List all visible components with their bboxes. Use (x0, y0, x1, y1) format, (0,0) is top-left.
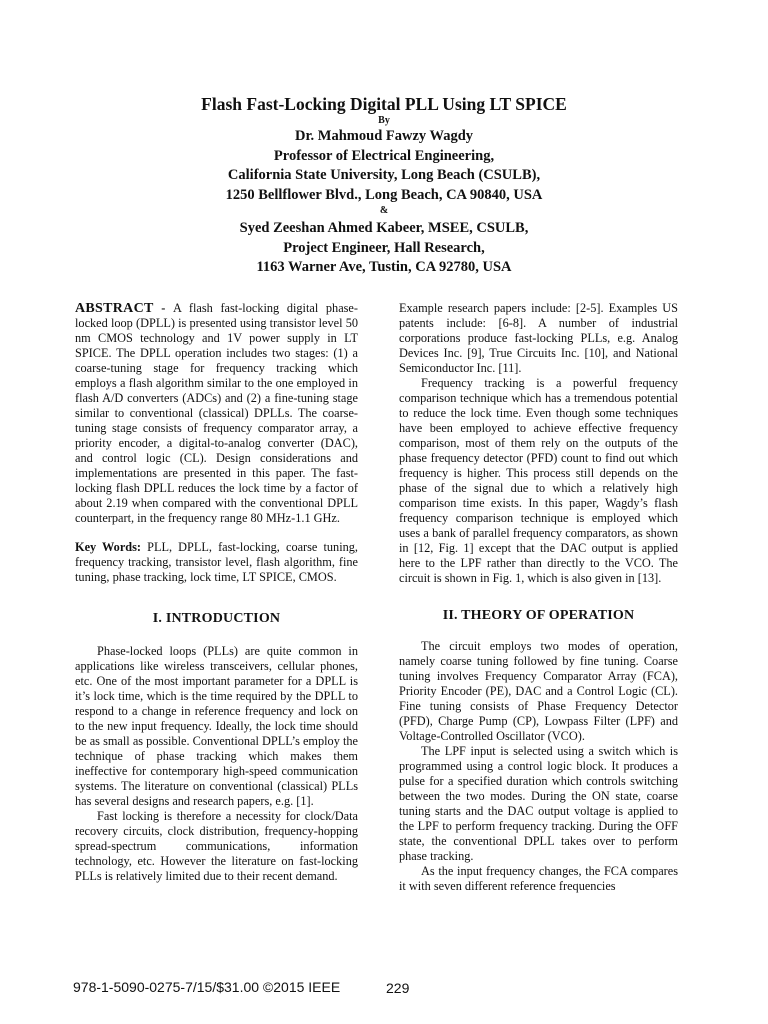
intro-paragraph-1: Phase-locked loops (PLLs) are quite common in applications like wireless transceivers, cellular phones, etc. One of the most important parameter for a DPLL is it’s lock time, which is the time required by the DPLL to respond to a change in reference frequency and lock on to the new input frequency. Ideally, the lock time should be as small as possible. Conventional DPLL’s employ the technique of phase tracking which makes them ineffective for contemporary high-speed communication systems. The literature on conventional (classical) PLLs has several designs and research papers, e.g. [1]. (75, 644, 358, 808)
author2-title: Project Engineer, Hall Research, (283, 239, 485, 256)
copyright-footer: 978-1-5090-0275-7/15/$31.00 ©2015 IEEE (73, 979, 341, 995)
section-heading-theory: II. THEORY OF OPERATION (442, 608, 635, 623)
author1-title: Professor of Electrical Engineering, (273, 147, 495, 164)
author2-name: Syed Zeeshan Ahmed Kabeer, MSEE, CSULB, (239, 220, 529, 236)
abstract (75, 301, 358, 526)
right-paragraph-1: Frequency tracking is a powerful frequency comparison technique which has a tremendous potential to reduce the lock time. Even though some techniques have been employed to achieve effective frequency comparison, most of them rely on the outputs of the phase frequency detector (PFD) count to find out which frequency is higher. This process still depends on the phase of the signal due to which a relatively high comparison time exists. In this paper, Wagdy’s flash frequency comparison technique is employed which uses a bank of parallel frequency comparators, as shown in [12, Fig. 1] except that the DAC output is applied here to the LPF rather than directly to the VCO. The circuit is shown in Fig. 1, which is also given in [13]. (399, 376, 678, 585)
theory-paragraph-1: The circuit employs two modes of operation, namely coarse tuning followed by fine tuning. Coarse tuning involves Frequency Comparator Array (FCA), Priority Encoder (PE), DAC and a Control Logic (CL). Fine tuning consists of Phase Frequency Detector (PFD), Charge Pump (CP), Lowpass Filter (LPF) and Voltage-Controlled Oscillator (VCO). (399, 639, 678, 743)
abstract-heading: ABSTRACT (75, 301, 154, 316)
paper-header (0, 93, 768, 278)
section-heading-introduction: I. INTRODUCTION (152, 611, 281, 626)
author1-address: 1250 Bellflower Blvd., Long Beach, CA 90840, USA (225, 186, 543, 203)
author1-name: Dr. Mahmoud Fawzy Wagdy (294, 128, 474, 144)
theory-paragraph-3: As the input frequency changes, the FCA compares it with seven different reference frequencies (399, 864, 678, 893)
intro-paragraph-2: Fast locking is therefore a necessity for clock/Data recovery circuits, clock distribution, frequency-hopping spread-spectrum communications, information technology, etc. However the literature on fast-locking PLLs is relatively limited due to their recent demand. (75, 809, 358, 883)
keywords-heading: Key Words: (75, 540, 141, 554)
left-column (75, 301, 358, 884)
abstract-dash: - (153, 301, 174, 315)
paper-title: Flash Fast-Locking Digital PLL Using LT SPICE (201, 94, 567, 114)
author2-address: 1163 Warner Ave, Tustin, CA 92780, USA (256, 259, 512, 275)
right-column (399, 301, 678, 894)
theory-paragraph-2: The LPF input is selected using a switch which is programmed using a control logic block. It produces a pulse for a specified duration which controls switching between the two modes. During the ON state, coarse tuning starts and the DAC output voltage is applied to the LPF to perform frequency tracking. During the OFF state, the conventional DPLL takes over to perform phase tracking. (399, 744, 678, 863)
keywords (75, 540, 358, 585)
page-number: 229 (386, 980, 410, 996)
abstract-text: A flash fast-locking digital phase-locked loop (DPLL) is presented using transistor level 50 nm CMOS technology and 1V power supply in LT SPICE. The DPLL operation includes two stages: (1) a coarse-tuning stage for frequency tracking which employs a flash algorithm similar to the one employed in flash A/D converters (ADCs) and (2) a fine-tuning stage similar to conventional (classical) DPLLs. The coarse-tuning stage consists of frequency comparator array, a priority encoder, a digital-to-analog converter (DAC), and control logic (CL). Design considerations and implementations are presented in this paper. The fast-locking flash DPLL reduces the lock time by a factor of about 2.19 when compared with the conventional DPLL counterpart, in the frequency range 80 MHz-1.1 GHz. (75, 301, 358, 525)
author-separator: & (379, 205, 389, 216)
by-line: By (378, 115, 390, 126)
keywords-text: PLL, DPLL, fast-locking, coarse tuning, frequency tracking, transistor level, flash algorithm, fine tuning, phase tracking, lock time, LT SPICE, CMOS. (75, 540, 358, 584)
right-paragraph-0: Example research papers include: [2-5]. Examples US patents include: [6-8]. A number of industrial corporations produce fast-locking PLLs, e.g. Analog Devices Inc. [9], True Circuits Inc. [10], and National Semiconductor Inc. [11]. (399, 301, 678, 375)
author1-affiliation: California State University, Long Beach (CSULB), (227, 167, 541, 183)
